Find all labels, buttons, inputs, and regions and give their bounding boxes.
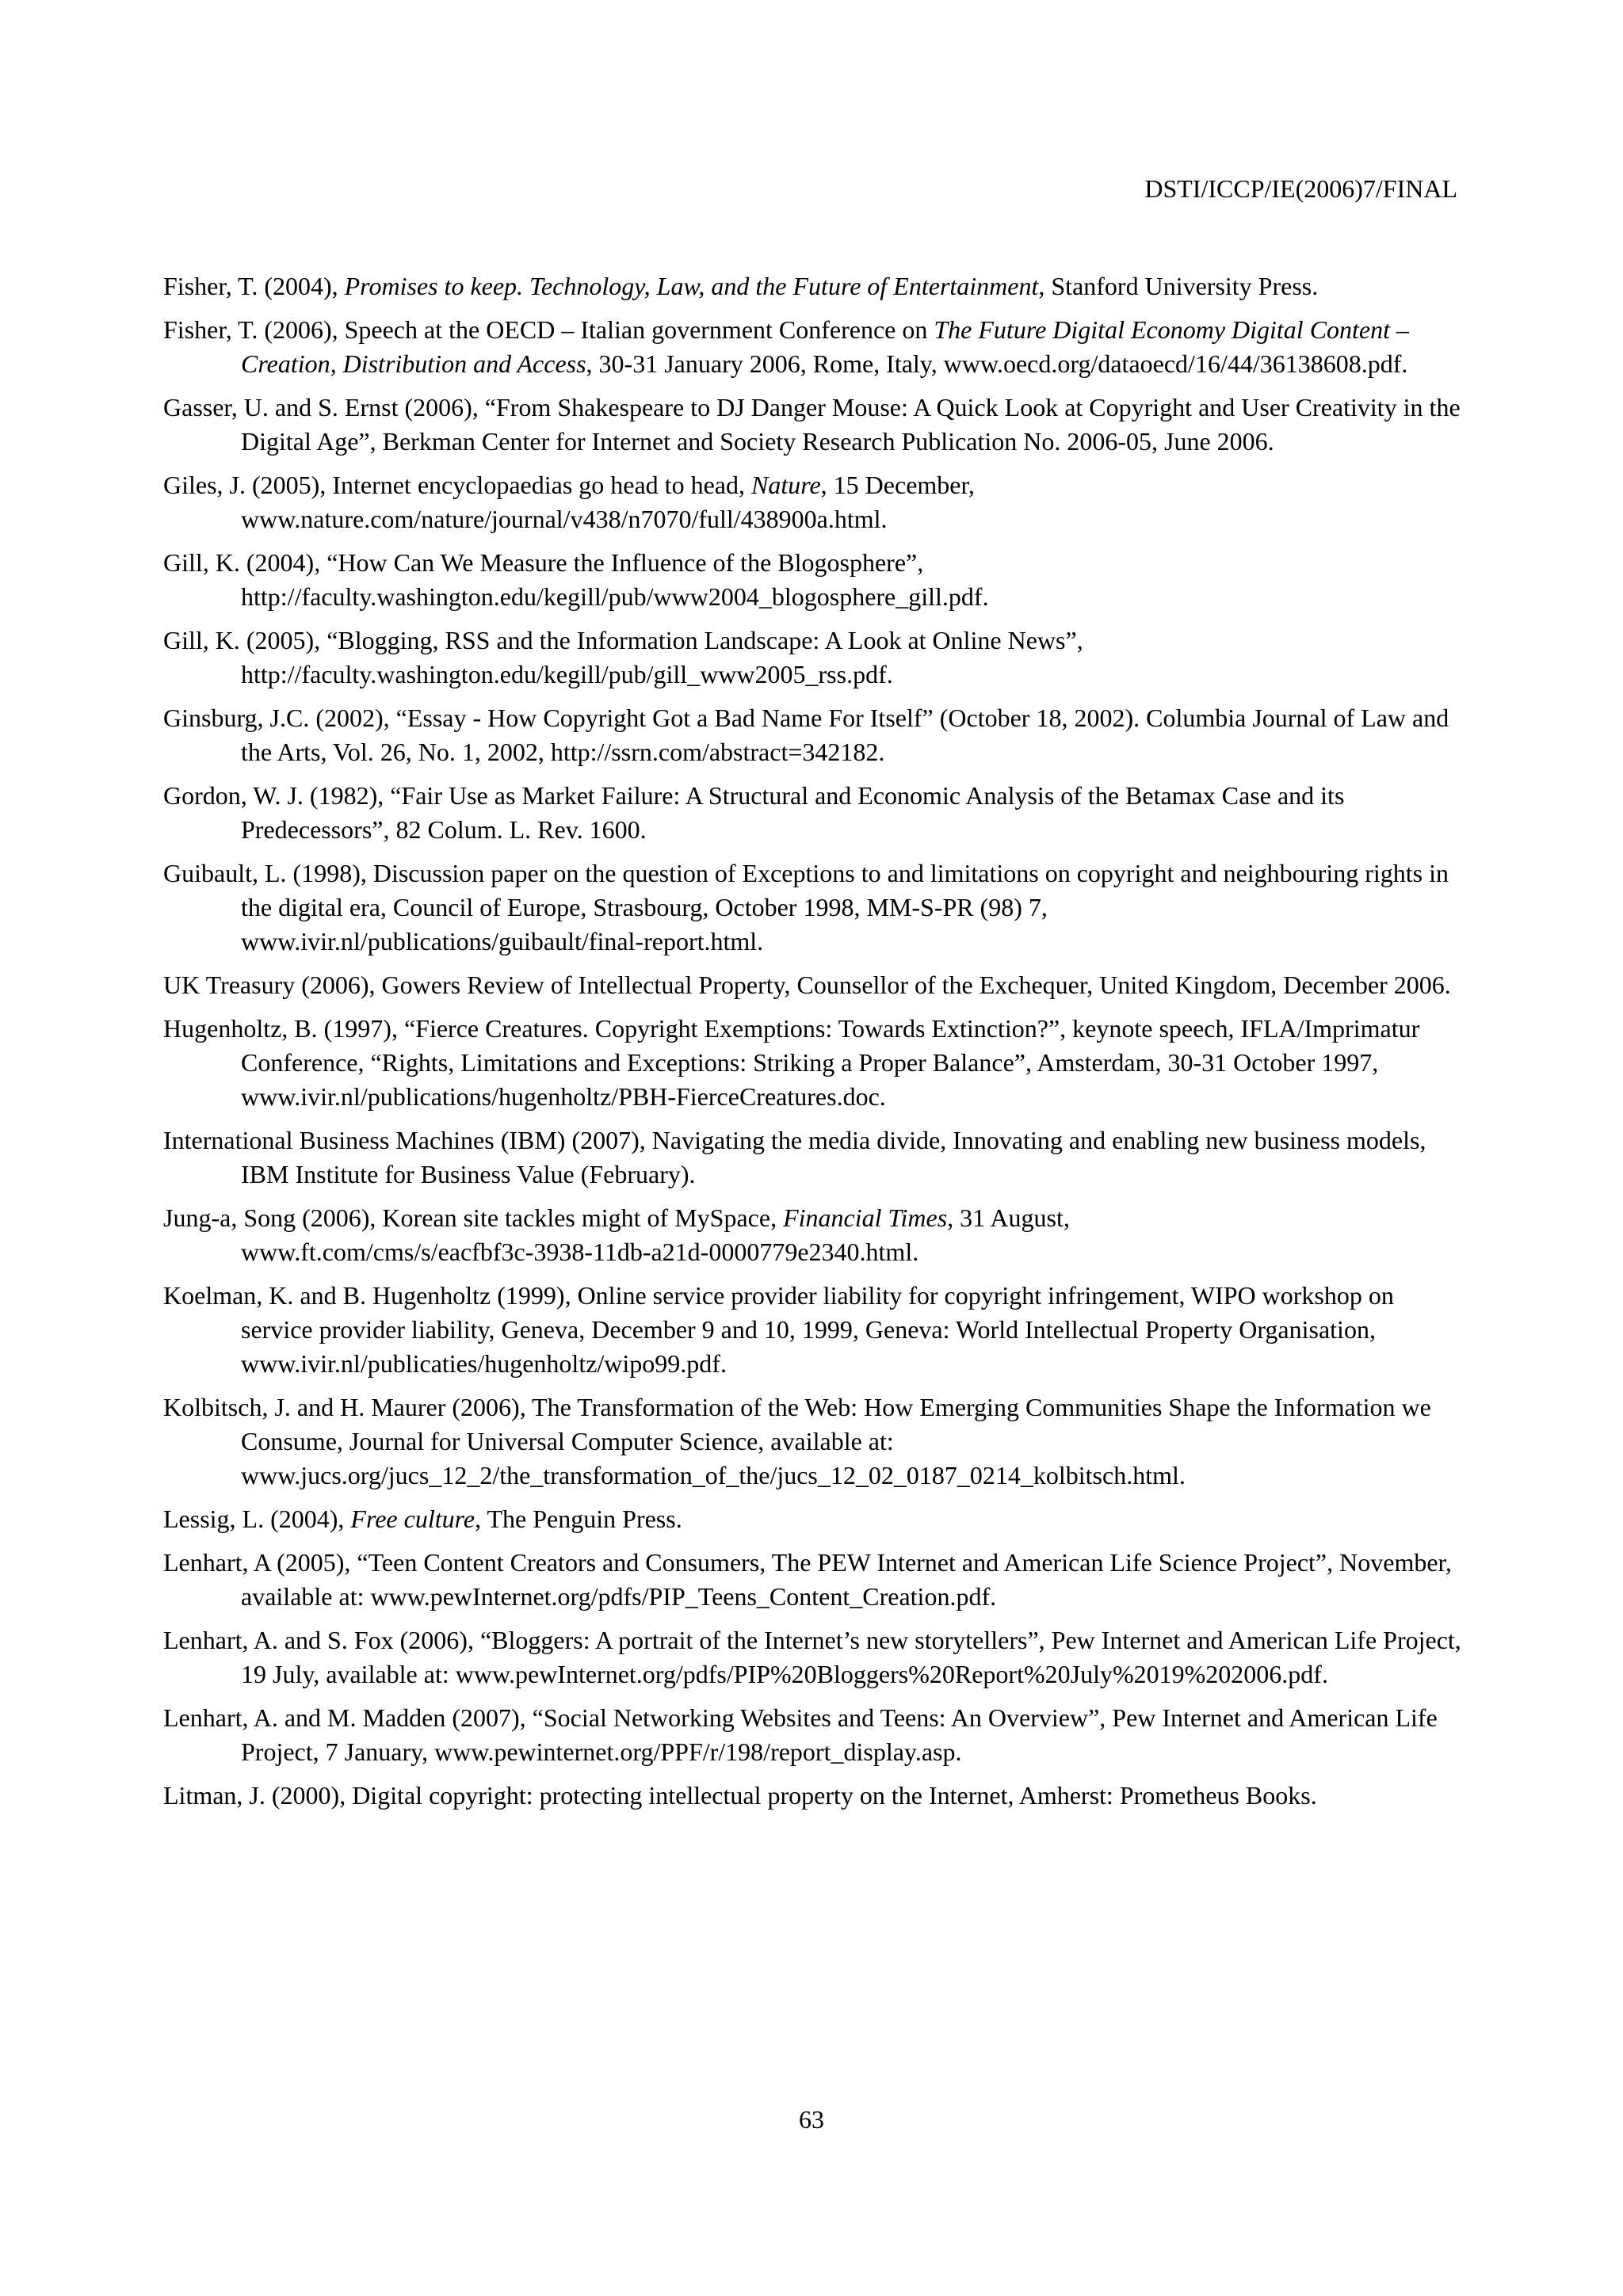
reference-entry — [163, 624, 1463, 692]
reference-title-italic: Promises to keep. Technology, Law, and the Future of Entertainment — [344, 272, 1039, 300]
reference-text: , The Penguin Press. — [475, 1505, 682, 1533]
reference-entry — [163, 1390, 1463, 1493]
reference-entry — [163, 468, 1463, 536]
reference-entry — [163, 968, 1463, 1002]
reference-title-italic: The Future Digital Economy Digital Content – Creation, Distribution and Access — [241, 315, 1410, 378]
reference-entry — [163, 856, 1463, 959]
reference-entry — [163, 1279, 1463, 1381]
reference-text: Gordon, W. J. (1982), “Fair Use as Market Failure: A Structural and Economic Analysis of the Betamax Case and its Predecessors”, 82 Colum. L. Rev. 1600. — [163, 781, 1345, 844]
reference-text: Giles, J. (2005), Internet encyclopaedias go head to head, — [163, 471, 751, 499]
reference-title-italic: Nature — [750, 471, 821, 499]
reference-text: www.ft.com/cms/s/eacfbf3c-3938-11db-a21d-0000779e2340.html. — [241, 1238, 919, 1266]
reference-list — [163, 269, 1463, 1822]
reference-text: Fisher, T. (2006), Speech at the OECD – Italian government Conference on — [163, 315, 934, 344]
reference-entry — [163, 1623, 1463, 1691]
reference-text: http://faculty.washington.edu/kegill/pub/gill_www2005_rss.pdf. — [241, 660, 893, 688]
reference-entry — [163, 1546, 1463, 1614]
reference-text: www.oecd.org/dataoecd/16/44/36138608.pdf. — [943, 349, 1408, 378]
reference-text: Lenhart, A. and M. Madden (2007), “Social Networking Websites and Teens: An Overview”, Pew Internet and American Life Project, 7 January, www.pewinternet.org/PPF/r/198/report_display.asp. — [163, 1703, 1438, 1766]
reference-text: , 15 December, — [820, 471, 975, 499]
reference-text: Lenhart, A (2005), “Teen Content Creators and Consumers, The PEW Internet and American Life Science Project”, November, available at: www.pewInternet.org/pdfs/PIP_Teens_Content_Creation.pdf. — [163, 1548, 1452, 1611]
reference-title-italic: Free culture — [350, 1505, 475, 1533]
reference-text: Litman, J. (2000), Digital copyright: protecting intellectual property on the Internet, Amherst: Prometheus Books. — [163, 1781, 1317, 1810]
reference-text: Guibault, L. (1998), Discussion paper on the question of Exceptions to and limitations on copyright and neighbouring rights in the digital era, Council of Europe, Strasbourg, October 1998, MM-S-PR (98) 7, — [163, 859, 1449, 921]
reference-text: Hugenholtz, B. (1997), “Fierce Creatures. Copyright Exemptions: Towards Extinction?”, keynote speech, IFLA/Imprimatur Conference, “Rights, Limitations and Exceptions: Striking a Proper Balance”, Amsterdam, 30-31 October 1997, www.ivir.nl/publications/hugenholtz/PBH-FierceCreatures.doc. — [163, 1014, 1420, 1111]
reference-text: Lenhart, A. and S. Fox (2006), “Bloggers: A portrait of the Internet’s new storytellers”, Pew Internet and American Life Project, 19 July, available at: — [163, 1626, 1461, 1688]
reference-title-italic: Financial Times — [783, 1203, 948, 1232]
reference-entry — [163, 391, 1463, 459]
reference-entry — [163, 1123, 1463, 1192]
reference-entry — [163, 1012, 1463, 1114]
reference-entry — [163, 1201, 1463, 1269]
reference-text: Fisher, T. (2004), — [163, 272, 345, 300]
reference-text: www.jucs.org/jucs_12_2/the_transformation_of_the/jucs_12_02_0187_0214_kolbitsch.html. — [241, 1461, 1186, 1489]
reference-text: www.nature.com/nature/journal/v438/n7070/full/438900a.html. — [241, 505, 888, 533]
reference-text: Gill, K. (2004), “How Can We Measure the Influence of the Blogosphere”, — [163, 548, 924, 577]
reference-entry — [163, 701, 1463, 769]
reference-text: International Business Machines (IBM) (2007), Navigating the media divide, Innovating and enabling new business models, IBM Institute for Business Value (February). — [163, 1126, 1426, 1188]
reference-entry — [163, 313, 1463, 381]
document-code: DSTI/ICCP/IE(2006)7/FINAL — [1144, 174, 1457, 203]
reference-text: www.pewInternet.org/pdfs/PIP%20Bloggers%20Report%20July%2019%202006.pdf. — [455, 1660, 1328, 1688]
reference-entry — [163, 1502, 1463, 1536]
reference-text: Gill, K. (2005), “Blogging, RSS and the Information Landscape: A Look at Online News”, — [163, 626, 1083, 654]
reference-entry — [163, 269, 1463, 303]
reference-text: Gasser, U. and S. Ernst (2006), “From Shakespeare to DJ Danger Mouse: A Quick Look at Copyright and User Creativity in the Digital Age”, Berkman Center for Internet and Society Research Publication No. 2006-05, June 2006. — [163, 393, 1461, 456]
reference-text: , 30-31 January 2006, Rome, Italy, — [586, 349, 944, 378]
reference-entry — [163, 779, 1463, 847]
reference-text: , 31 August, — [947, 1203, 1070, 1232]
reference-text: Koelman, K. and B. Hugenholtz (1999), Online service provider liability for copyright infringement, WIPO workshop on service provider liability, Geneva, December 9 and 10, 1999, Geneva: World Intellectual Property Organisation, www.ivir.nl/publicaties/hugenholtz/wipo99.pdf. — [163, 1281, 1394, 1378]
reference-text: Lessig, L. (2004), — [163, 1505, 351, 1533]
page-number: 63 — [799, 2105, 824, 2134]
reference-text: Ginsburg, J.C. (2002), “Essay - How Copyright Got a Bad Name For Itself” (October 18, 2002). Columbia Journal of Law and the Arts, Vol. 26, No. 1, 2002, http://ssrn.com/abstract=342182. — [163, 704, 1449, 766]
reference-entry — [163, 546, 1463, 614]
reference-text: Jung-a, Song (2006), Korean site tackles might of MySpace, — [163, 1203, 784, 1232]
reference-text: UK Treasury (2006), Gowers Review of Intellectual Property, Counsellor of the Exchequer, United Kingdom, December 2006. — [163, 971, 1451, 999]
reference-entry — [163, 1779, 1463, 1813]
reference-text: , Stanford University Press. — [1038, 272, 1319, 300]
reference-text: www.ivir.nl/publications/guibault/final-report.html. — [241, 927, 764, 955]
reference-text: Kolbitsch, J. and H. Maurer (2006), The Transformation of the Web: How Emerging Communities Shape the Information we Consume, Journal for Universal Computer Science, available at: — [163, 1393, 1431, 1455]
reference-entry — [163, 1701, 1463, 1769]
reference-text: http://faculty.washington.edu/kegill/pub/www2004_blogosphere_gill.pdf. — [241, 582, 989, 611]
